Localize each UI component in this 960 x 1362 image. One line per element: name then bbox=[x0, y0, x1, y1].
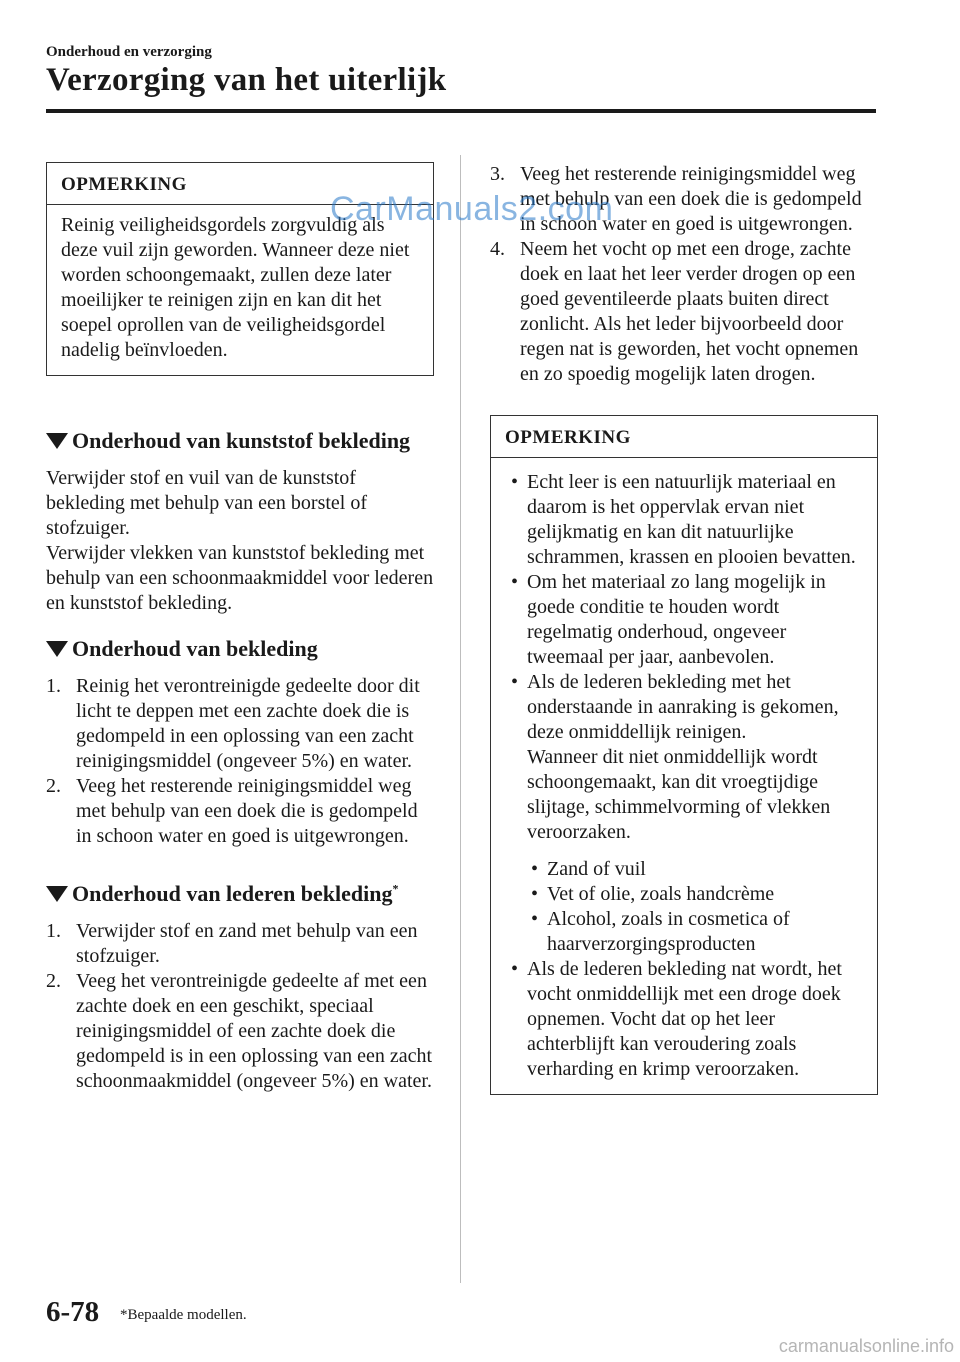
bullet-text: Als de lederen bekleding nat wordt, het vocht onmiddellijk met een droge doek opnemen. Vocht dat op het leer achterblijft kan veroudering zoals verharding en krimp veroorzaken. bbox=[527, 958, 842, 1080]
step-number: 2. bbox=[46, 970, 61, 992]
list-item bbox=[527, 857, 867, 882]
heading-leather-upholstery bbox=[46, 881, 434, 907]
bullet-icon: • bbox=[511, 671, 519, 693]
step-number: 2. bbox=[46, 775, 61, 797]
sub-bullet-text: Zand of vuil bbox=[547, 858, 646, 880]
list-item bbox=[527, 882, 867, 907]
left-column bbox=[46, 162, 434, 1094]
section-label: Onderhoud en verzorging bbox=[46, 44, 212, 60]
heading-upholstery bbox=[46, 636, 434, 662]
bullet-icon: • bbox=[531, 858, 539, 880]
notice-label: OPMERKING bbox=[491, 416, 877, 458]
steps-list bbox=[46, 919, 434, 1094]
step-text: Reinig het verontreinigde gedeelte door dit licht te deppen met een zachte doek die is gedompeld in een oplossing van een zacht reinigingsmiddel (ongeveer 5%) en water. bbox=[76, 675, 420, 772]
bullet-text: Om het materiaal zo lang mogelijk in goede conditie te houden wordt regelmatig onderhoud, ongeveer tweemaal per jaar, aanbevolen. bbox=[527, 571, 826, 668]
heading-text: Onderhoud van lederen bekleding bbox=[72, 881, 393, 906]
list-item bbox=[527, 907, 867, 957]
triangle-marker-icon bbox=[46, 641, 68, 657]
step-number: 3. bbox=[490, 163, 505, 185]
step-text: Veeg het resterende reinigingsmiddel weg met behulp van een doek die is gedompeld in schoon water en goed is uitgewrongen. bbox=[76, 775, 418, 847]
notice-body bbox=[491, 458, 877, 1094]
list-item bbox=[505, 470, 867, 570]
heading-text: Onderhoud van kunststof bekleding bbox=[72, 428, 411, 453]
bullet-text-extra: Wanneer dit niet onmiddellijk wordt schoongemaakt, kan dit vroegtijdige slijtage, schimmelvorming of vlekken veroorzaken. bbox=[527, 746, 831, 843]
step-number: 1. bbox=[46, 675, 61, 697]
step-text: Veeg het verontreinigde gedeelte af met een zachte doek en een geschikt, speciaal reinigingsmiddel of een zachte doek die gedompeld is in een oplossing van een zacht schoonmaakmiddel (ongeveer 5%) en water. bbox=[76, 970, 433, 1092]
watermark-bottom: carmanualsonline.info bbox=[778, 1336, 954, 1356]
bullet-text: Als de lederen bekleding met het onderstaande in aanraking is gekomen, deze onmiddellijk reinigen. bbox=[527, 671, 839, 743]
sub-bullet-list bbox=[527, 857, 867, 957]
bullet-text: Echt leer is een natuurlijk materiaal en daarom is het oppervlak ervan niet gelijkmatig en kan dit natuurlijke schrammen, krassen en plooien bevatten. bbox=[527, 471, 856, 568]
list-item bbox=[46, 774, 434, 849]
paragraph: Verwijder vlekken van kunststof bekleding met behulp van een schoonmaakmiddel voor lederen en kunststof bekleding. bbox=[46, 542, 434, 614]
list-item bbox=[505, 670, 867, 957]
bullet-icon: • bbox=[511, 958, 519, 980]
bullet-list bbox=[505, 470, 867, 1082]
step-text: Veeg het resterende reinigingsmiddel weg met behulp van een doek die is gedompeld in schoon water en goed is uitgewrongen. bbox=[520, 163, 862, 235]
bullet-icon: • bbox=[531, 908, 539, 930]
title-rule bbox=[46, 109, 876, 113]
triangle-marker-icon bbox=[46, 886, 68, 902]
list-item bbox=[46, 969, 434, 1094]
asterisk-mark: * bbox=[392, 881, 399, 896]
step-text: Verwijder stof en zand met behulp van een stofzuiger. bbox=[76, 920, 418, 967]
step-number: 1. bbox=[46, 920, 61, 942]
paragraph: Verwijder stof en vuil van de kunststof bekleding met behulp van een borstel of stofzuiger. bbox=[46, 467, 368, 539]
sub-bullet-text: Vet of olie, zoals handcrème bbox=[547, 883, 775, 905]
notice-label: OPMERKING bbox=[47, 163, 433, 205]
column-divider bbox=[460, 155, 461, 1283]
list-item bbox=[505, 570, 867, 670]
sub-bullet-text: Alcohol, zoals in cosmetica of haarverzorgingsproducten bbox=[547, 908, 790, 955]
list-item bbox=[490, 237, 878, 387]
page-title: Verzorging van het uiterlijk bbox=[46, 62, 447, 98]
step-number: 4. bbox=[490, 238, 505, 260]
page-number: 6-78 bbox=[46, 1296, 100, 1328]
notice-box-leather bbox=[490, 415, 878, 1095]
footnote: *Bepaalde modellen. bbox=[120, 1307, 247, 1323]
notice-text: Reinig veiligheidsgordels zorgvuldig als deze vuil zijn geworden. Wanneer deze niet worden schoongemaakt, zullen deze later moeilijker te reinigen zijn en kan dit het soepel oprollen van de veiligheidsgordel nadelig beïnvloeden. bbox=[61, 214, 410, 361]
triangle-marker-icon bbox=[46, 433, 68, 449]
heading-text: Onderhoud van bekleding bbox=[72, 636, 318, 661]
steps-list bbox=[46, 674, 434, 849]
bullet-icon: • bbox=[511, 471, 519, 493]
heading-plastic-upholstery bbox=[46, 428, 434, 454]
list-item bbox=[46, 674, 434, 774]
watermark-top: CarManuals2.com bbox=[330, 190, 614, 228]
bullet-icon: • bbox=[511, 571, 519, 593]
right-column bbox=[490, 162, 878, 1095]
list-item bbox=[46, 919, 434, 969]
list-item bbox=[505, 957, 867, 1082]
step-text: Neem het vocht op met een droge, zachte doek en laat het leer verder drogen op een goed geventileerde plaats buiten direct zonlicht. Als het leder bijvoorbeeld door regen nat is geworden, het vocht opnemen en zo spoedig mogelijk laten drogen. bbox=[520, 238, 859, 385]
bullet-icon: • bbox=[531, 883, 539, 905]
